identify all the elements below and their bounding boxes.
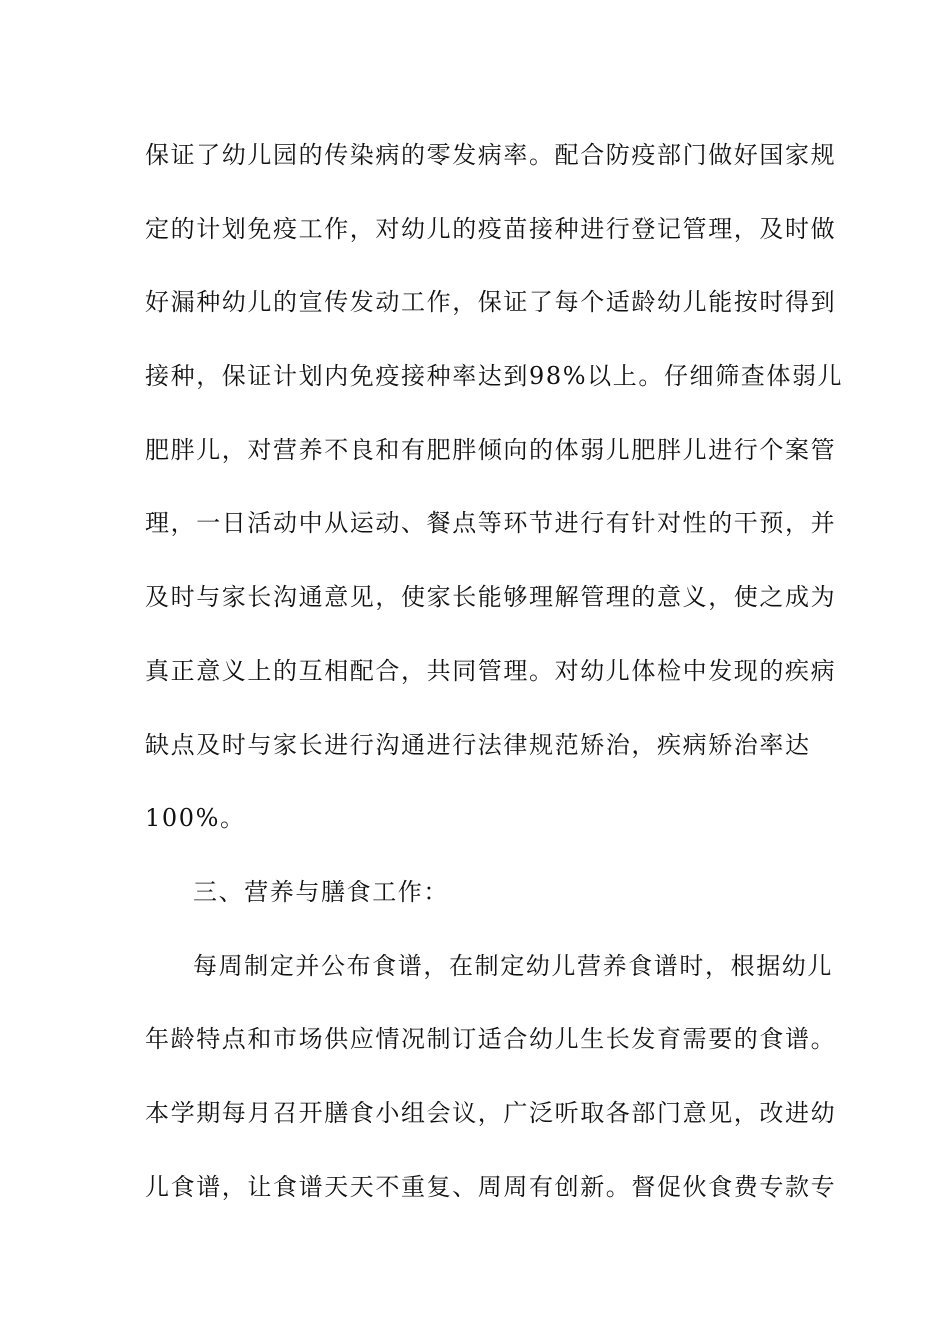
- text-line: 肥胖儿，对营养不良和有肥胖倾向的体弱儿肥胖儿进行个案管: [145, 435, 837, 464]
- text-line: 理，一日活动中从运动、餐点等环节进行有针对性的干预，并: [145, 509, 837, 538]
- text-line: 好漏种幼儿的宣传发动工作，保证了每个适龄幼儿能按时得到: [145, 288, 837, 317]
- body-text: [145, 130, 844, 1235]
- text-line: 接种，保证计划内免疫接种率达到98%以上。仔细筛查体弱儿: [145, 362, 844, 391]
- text-line: 真正意义上的互相配合，共同管理。对幼儿体检中发现的疾病: [145, 656, 837, 685]
- text-line: 保证了幼儿园的传染病的零发病率。配合防疫部门做好国家规: [145, 141, 837, 169]
- section-heading: 三、营养与膳食工作：: [193, 877, 449, 906]
- text-line: 每周制定并公布食谱，在制定幼儿营养食谱时，根据幼儿: [193, 951, 833, 980]
- text-line: 及时与家长沟通意见，使家长能够理解管理的意义，使之成为: [145, 583, 837, 612]
- text-line: 儿食谱，让食谱天天不重复、周周有创新。督促伙食费专款专: [145, 1172, 837, 1201]
- text-line: 定的计划免疫工作，对幼儿的疫苗接种进行登记管理，及时做: [145, 214, 837, 243]
- text-line: 本学期每月召开膳食小组会议，广泛听取各部门意见，改进幼: [145, 1098, 837, 1127]
- text-line: 年龄特点和市场供应情况制订适合幼儿生长发育需要的食谱。: [145, 1025, 837, 1054]
- text-line: 100%。: [145, 804, 246, 833]
- text-line: 缺点及时与家长进行沟通进行法律规范矫治，疾病矫治率达: [145, 730, 811, 759]
